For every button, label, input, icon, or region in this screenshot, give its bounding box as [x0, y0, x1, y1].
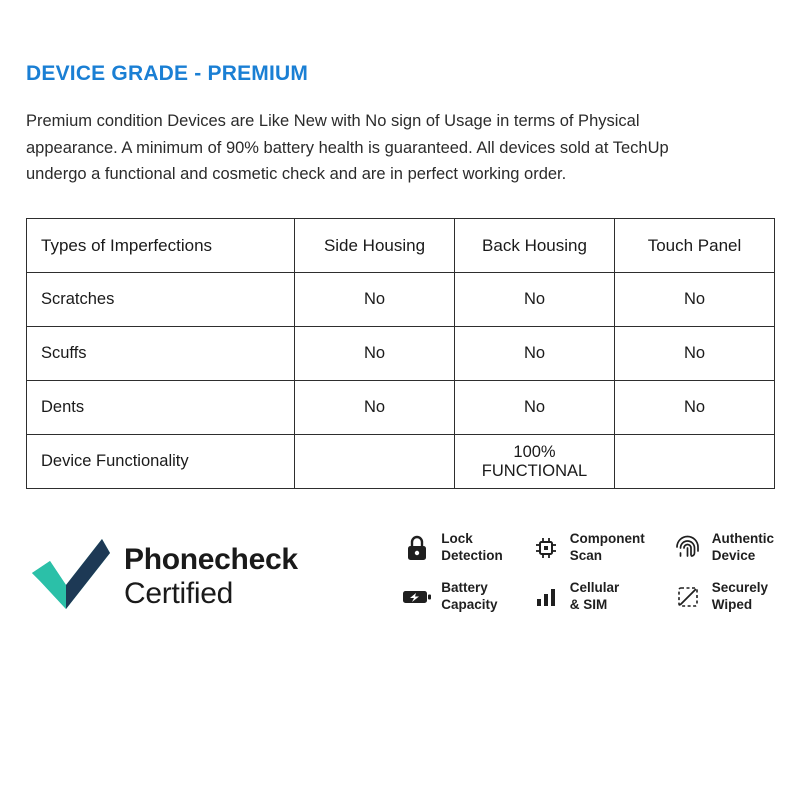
badge-label-lock-detection — [441, 531, 503, 564]
row-label-dents: Dents — [27, 381, 295, 435]
badge-line1: Securely — [711, 580, 769, 596]
phonecheck-wordmark — [124, 543, 298, 610]
badge-line2: Scan — [569, 547, 603, 563]
badge-battery-capacity — [402, 580, 503, 613]
certification-badges — [402, 523, 774, 613]
signal-bars-icon — [531, 582, 561, 612]
page-title: DEVICE GRADE - PREMIUM — [26, 62, 309, 85]
table-row-functionality — [27, 435, 775, 489]
badge-line2: Device — [711, 547, 756, 563]
phonecheck-line1: Phonecheck — [124, 543, 298, 577]
badge-line2: Detection — [441, 547, 503, 563]
row-label-scuffs: Scuffs — [27, 327, 295, 381]
badge-lock-detection — [402, 531, 503, 564]
scratches-side-housing: No — [295, 273, 455, 327]
badge-line1: Cellular — [569, 580, 620, 596]
scratches-touch-panel: No — [615, 273, 775, 327]
badge-label-battery-capacity — [441, 580, 497, 613]
badge-label-component-scan — [570, 531, 645, 564]
scuffs-side-housing: No — [295, 327, 455, 381]
grade-description: Premium condition Devices are Like New with No sign of Usage in terms of Physical appearance. A minimum of 90% battery health is guaranteed. All devices sold at TechUp undergo a functional and cosmetic check and are in perfect working order. — [26, 112, 669, 184]
badge-label-authentic-device — [712, 531, 774, 564]
battery-icon — [402, 582, 432, 612]
table-row — [27, 273, 775, 327]
scuffs-touch-panel: No — [615, 327, 775, 381]
imperfections-table — [26, 218, 775, 489]
badge-label-cellular-sim — [570, 580, 620, 613]
functionality-value: 100% FUNCTIONAL — [455, 435, 615, 489]
badge-component-scan — [531, 531, 645, 564]
badge-line1: Battery — [441, 580, 488, 596]
functionality-side-housing — [295, 435, 455, 489]
functionality-touch-panel — [615, 435, 775, 489]
fingerprint-icon — [673, 533, 703, 563]
row-label-device-functionality: Device Functionality — [27, 435, 295, 489]
badge-securely-wiped — [673, 580, 774, 613]
badge-line1: Lock — [441, 531, 473, 547]
table-header-touch-panel: Touch Panel — [615, 219, 775, 273]
row-label-scratches: Scratches — [27, 273, 295, 327]
dents-side-housing: No — [295, 381, 455, 435]
component-scan-icon — [531, 533, 561, 563]
table-header-side-housing: Side Housing — [295, 219, 455, 273]
badge-line2: & SIM — [569, 596, 608, 612]
lock-icon — [402, 533, 432, 563]
scuffs-back-housing: No — [455, 327, 615, 381]
badge-label-securely-wiped — [712, 580, 768, 613]
badge-cellular-sim — [531, 580, 645, 613]
badge-authentic-device — [673, 531, 774, 564]
table-row — [27, 327, 775, 381]
wiped-icon — [673, 582, 703, 612]
table-header-types: Types of Imperfections — [27, 219, 295, 273]
table-header-row — [27, 219, 775, 273]
table-row — [27, 381, 775, 435]
table-header-back-housing: Back Housing — [455, 219, 615, 273]
phonecheck-certified-logo — [32, 523, 362, 614]
dents-back-housing: No — [455, 381, 615, 435]
certification-footer — [26, 523, 774, 614]
badge-line2: Capacity — [441, 596, 498, 612]
scratches-back-housing: No — [455, 273, 615, 327]
dents-touch-panel: No — [615, 381, 775, 435]
phonecheck-line2: Certified — [124, 576, 234, 610]
badge-line1: Component — [569, 531, 645, 547]
badge-line1: Authentic — [711, 531, 774, 547]
checkmark-icon — [32, 539, 110, 614]
badge-line2: Wiped — [711, 596, 753, 612]
